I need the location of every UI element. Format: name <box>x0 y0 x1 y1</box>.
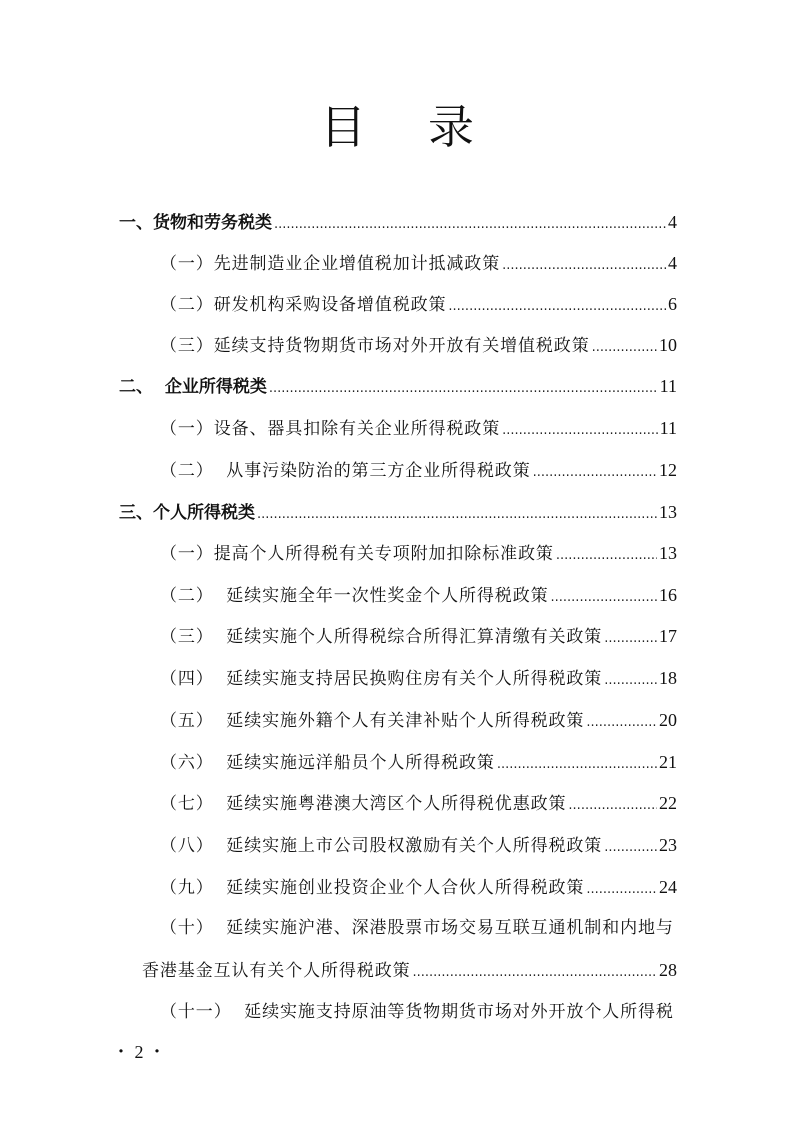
toc-entry-text: 个人所得税类 <box>153 503 255 523</box>
toc-entry-page: 16 <box>659 585 677 605</box>
toc-entry-page: 28 <box>659 960 677 980</box>
toc-entry-text: 延续实施支持原油等货物期货市场对外开放个人所得税 <box>231 1002 674 1022</box>
toc-entry-text: 香港基金互认有关个人所得税政策 <box>142 961 411 981</box>
dot-leader <box>604 667 657 695</box>
toc-entry[interactable] <box>160 998 677 1026</box>
toc-entry-number: （四） <box>160 669 214 689</box>
toc-entry-page: 4 <box>668 212 677 232</box>
dot-leader <box>502 252 666 280</box>
toc-entry-page: 23 <box>659 835 677 855</box>
toc-entry-number: 二、 <box>119 377 153 397</box>
dot-leader <box>592 334 657 362</box>
dot-leader <box>448 293 666 321</box>
dot-leader <box>257 501 657 529</box>
page-number-footer: ・ 2 ・ <box>112 1042 166 1062</box>
toc-entry-text: 从事污染防治的第三方企业所得税政策 <box>213 461 531 481</box>
toc-entry[interactable] <box>160 914 677 942</box>
dot-leader <box>497 751 657 779</box>
toc-entry-text: 先进制造业企业增值税加计抵减政策 <box>213 254 501 274</box>
dot-leader <box>274 211 666 239</box>
toc-entry-number: （七） <box>160 794 214 814</box>
dot-leader <box>413 959 658 987</box>
toc-entry-number: （九） <box>160 878 214 898</box>
toc-entry[interactable] <box>119 208 677 236</box>
toc-entry-page: 20 <box>659 710 677 730</box>
toc-entry-text: 延续支持货物期货市场对外开放有关增值税政策 <box>213 336 590 356</box>
toc-entry-number: （一） <box>160 544 214 564</box>
toc-entry-text: 延续实施外籍个人有关津补贴个人所得税政策 <box>213 711 585 731</box>
toc-entry[interactable] <box>160 290 677 318</box>
toc-entry[interactable] <box>160 748 677 776</box>
toc-entry-text: 延续实施远洋船员个人所得税政策 <box>213 753 495 773</box>
toc-entry-text: 延续实施创业投资企业个人合伙人所得税政策 <box>213 878 585 898</box>
toc-entry-number: （三） <box>160 336 214 356</box>
dot-leader <box>586 709 657 737</box>
toc-entry-text: 延续实施全年一次性奖金个人所得税政策 <box>213 586 549 606</box>
toc-entry-number: （一） <box>160 254 214 274</box>
toc-entry-text: 企业所得税类 <box>153 377 267 397</box>
toc-entry-text: 延续实施粤港澳大湾区个人所得税优惠政策 <box>213 794 567 814</box>
toc-entry[interactable] <box>160 789 677 817</box>
toc-entry-page: 11 <box>659 376 677 396</box>
toc-entry[interactable] <box>160 706 677 734</box>
toc-entry-text: 延续实施上市公司股权激励有关个人所得税政策 <box>213 836 603 856</box>
toc-entry-number: 三、 <box>119 503 153 523</box>
toc-entry-page: 10 <box>659 335 677 355</box>
toc-entry-page: 4 <box>668 253 677 273</box>
toc-entry-text: 设备、器具扣除有关企业所得税政策 <box>213 419 501 439</box>
toc-entry-text: 延续实施支持居民换购住房有关个人所得税政策 <box>213 669 603 689</box>
toc-entry[interactable] <box>160 873 677 901</box>
toc-entry-number: （三） <box>160 627 214 647</box>
dot-leader <box>604 625 657 653</box>
toc-entry-page: 12 <box>659 460 677 480</box>
toc-entry[interactable] <box>160 831 677 859</box>
dot-leader <box>586 876 657 904</box>
dot-leader <box>556 542 657 570</box>
toc-entry-number: （八） <box>160 836 214 856</box>
toc-entry[interactable] <box>160 664 677 692</box>
toc-entry-number: （二） <box>160 461 214 481</box>
toc-entry-text: 货物和劳务税类 <box>153 213 272 233</box>
toc-entry-page: 17 <box>659 626 677 646</box>
toc-entry[interactable] <box>160 581 677 609</box>
title-char-2: 录 <box>428 100 474 154</box>
title-char-1: 目 <box>320 100 366 154</box>
dot-leader <box>604 834 657 862</box>
toc-entry-page: 11 <box>659 418 677 438</box>
toc-entry-page: 18 <box>659 668 677 688</box>
toc-entry-page: 13 <box>659 502 677 522</box>
toc-entry[interactable] <box>160 414 677 442</box>
toc-entry-page: 21 <box>659 752 677 772</box>
toc-entry-number: （十一） <box>160 1002 232 1022</box>
dot-leader <box>551 584 657 612</box>
toc-entry[interactable] <box>160 456 677 484</box>
toc-entry-text: 延续实施个人所得税综合所得汇算清缴有关政策 <box>213 627 603 647</box>
toc-entry-number: （十） <box>160 918 214 938</box>
toc-entry-page: 6 <box>668 294 677 314</box>
dot-leader <box>568 792 657 820</box>
toc-entry-text: 延续实施沪港、深港股票市场交易互联互通机制和内地与 <box>213 918 674 938</box>
toc-entry[interactable] <box>119 498 677 526</box>
toc-entry[interactable] <box>160 622 677 650</box>
toc-entry-continuation[interactable] <box>142 956 677 984</box>
toc-entry-number: （二） <box>160 295 214 315</box>
toc-entry[interactable] <box>160 249 677 277</box>
dot-leader <box>269 375 658 403</box>
toc-entry-number: 一、 <box>119 213 153 233</box>
toc-entry-page: 24 <box>659 877 677 897</box>
toc-entry-text: 提高个人所得税有关专项附加扣除标准政策 <box>213 544 554 564</box>
dot-leader <box>502 417 658 445</box>
toc-entry-page: 13 <box>659 543 677 563</box>
toc-entry[interactable] <box>160 539 677 567</box>
toc-entry-number: （二） <box>160 586 214 606</box>
dot-leader <box>533 459 657 487</box>
toc-entry-page: 22 <box>659 793 677 813</box>
toc-entry-number: （一） <box>160 419 214 439</box>
toc-entry-number: （六） <box>160 753 214 773</box>
toc-entry[interactable] <box>119 372 677 400</box>
toc-entry-text: 研发机构采购设备增值税政策 <box>213 295 447 315</box>
toc-entry[interactable] <box>160 331 677 359</box>
toc-entry-number: （五） <box>160 711 214 731</box>
